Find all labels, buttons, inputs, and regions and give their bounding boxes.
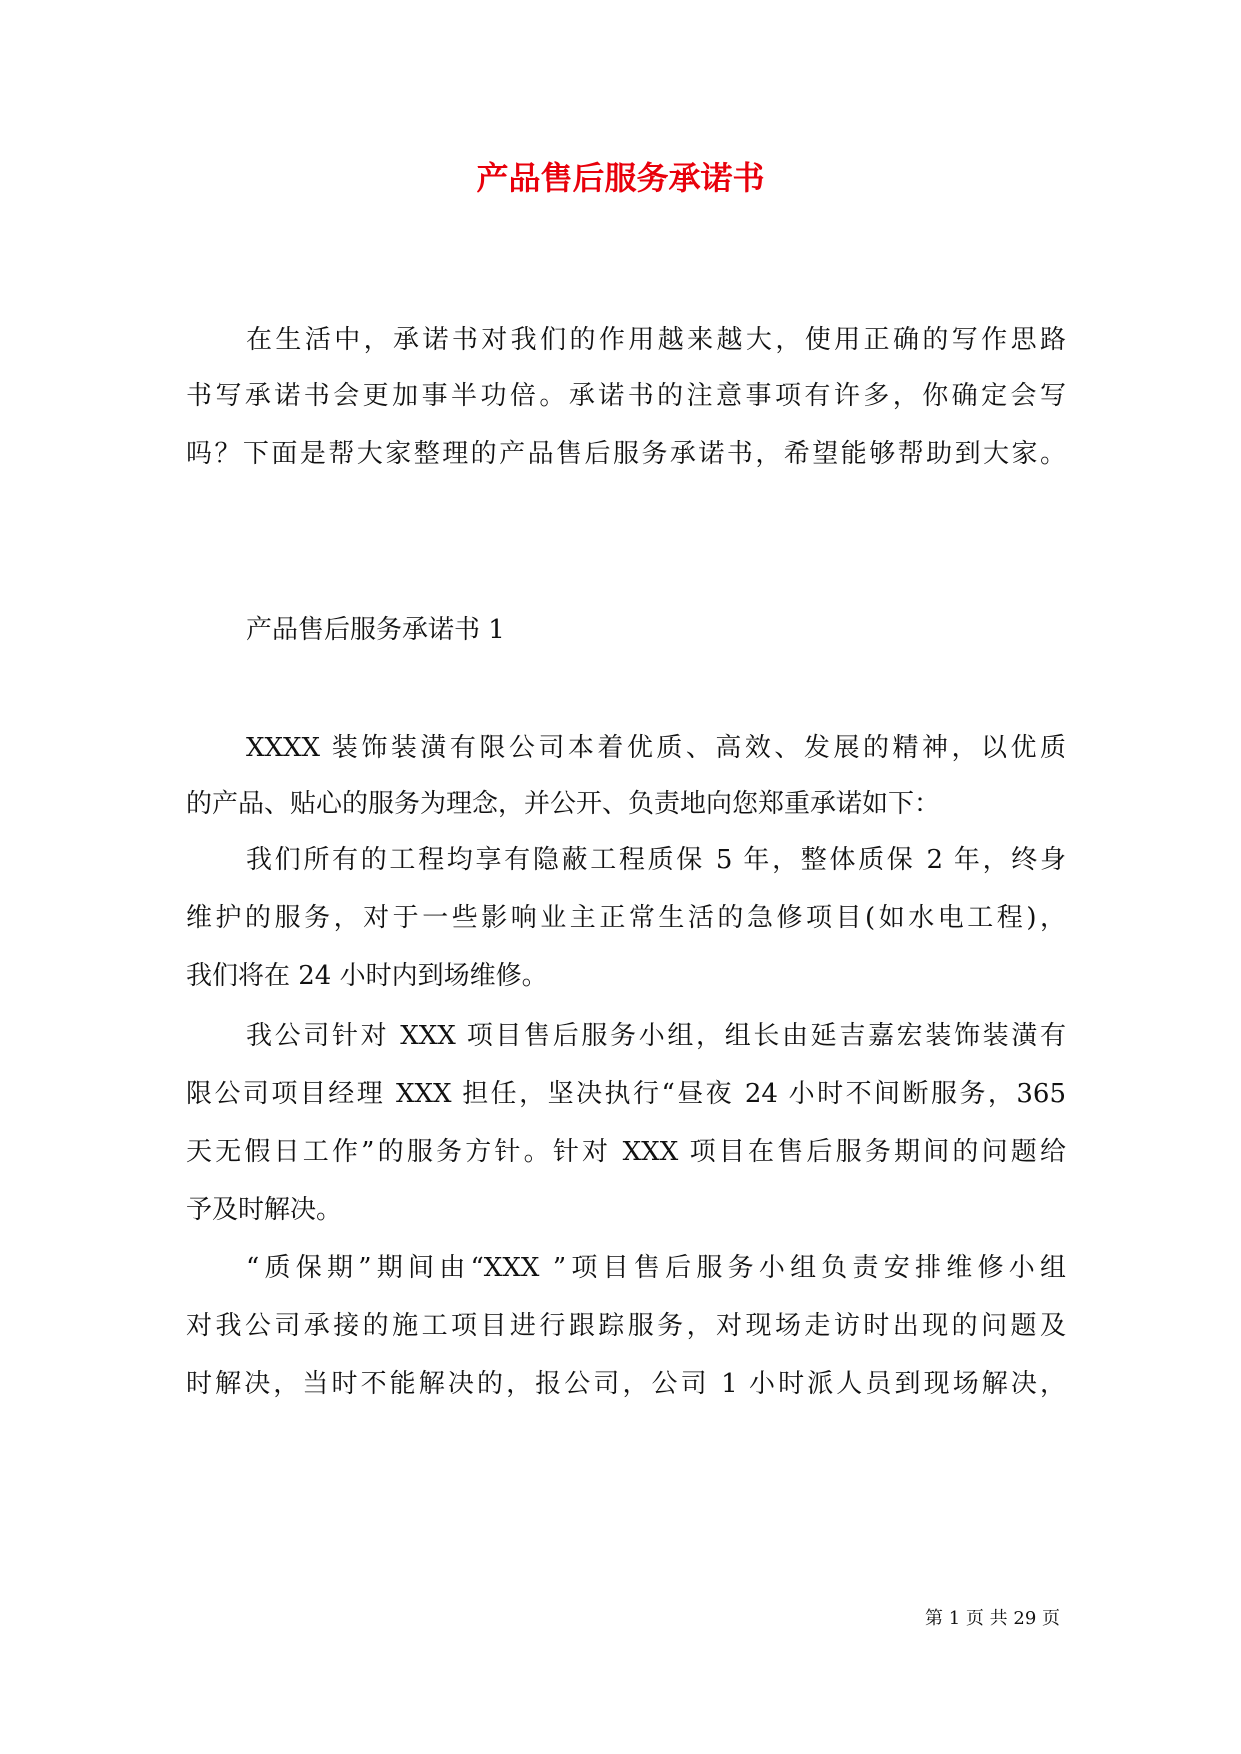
text-line: 天无假日工作”的服务方针。针对 XXX 项目在售后服务期间的问题给 (186, 1137, 1066, 1167)
text-line: XXXX 装饰装潢有限公司本着优质、高效、发展的精神，以优质 (246, 733, 1066, 763)
text-line: 吗？下面是帮大家整理的产品售后服务承诺书，希望能够帮助到大家。 (186, 439, 1066, 469)
text-line: 予及时解决。 (186, 1195, 343, 1225)
text-line: 在生活中，承诺书对我们的作用越来越大，使用正确的写作思路 (246, 325, 1066, 355)
text-line: 我们所有的工程均享有隐蔽工程质保 5 年，整体质保 2 年，终身 (246, 845, 1066, 875)
text-line: 限公司项目经理 XXX 担任，坚决执行“昼夜 24 小时不间断服务，365 (186, 1079, 1066, 1109)
text-line: 我公司针对 XXX 项目售后服务小组，组长由延吉嘉宏装饰装潢有 (246, 1021, 1066, 1051)
text-line: 对我公司承接的施工项目进行跟踪服务，对现场走访时出现的问题及 (186, 1311, 1066, 1341)
document-title: 产品售后服务承诺书 (476, 159, 765, 197)
text-line: 我们将在 24 小时内到场维修。 (186, 961, 548, 991)
text-line: “质保期”期间由“XXX ”项目售后服务小组负责安排维修小组 (246, 1253, 1066, 1283)
text-line: 时解决，当时不能解决的，报公司，公司 1 小时派人员到现场解决， (186, 1369, 1066, 1399)
page-number: 第 1 页 共 29 页 (925, 1608, 1060, 1629)
text-line: 维护的服务，对于一些影响业主正常生活的急修项目(如水电工程)， (186, 903, 1066, 933)
text-line: 书写承诺书会更加事半功倍。承诺书的注意事项有许多，你确定会写 (186, 381, 1066, 411)
section-heading: 产品售后服务承诺书 1 (246, 615, 505, 645)
text-line: 的产品、贴心的服务为理念，并公开、负责地向您郑重承诺如下： (186, 789, 941, 819)
